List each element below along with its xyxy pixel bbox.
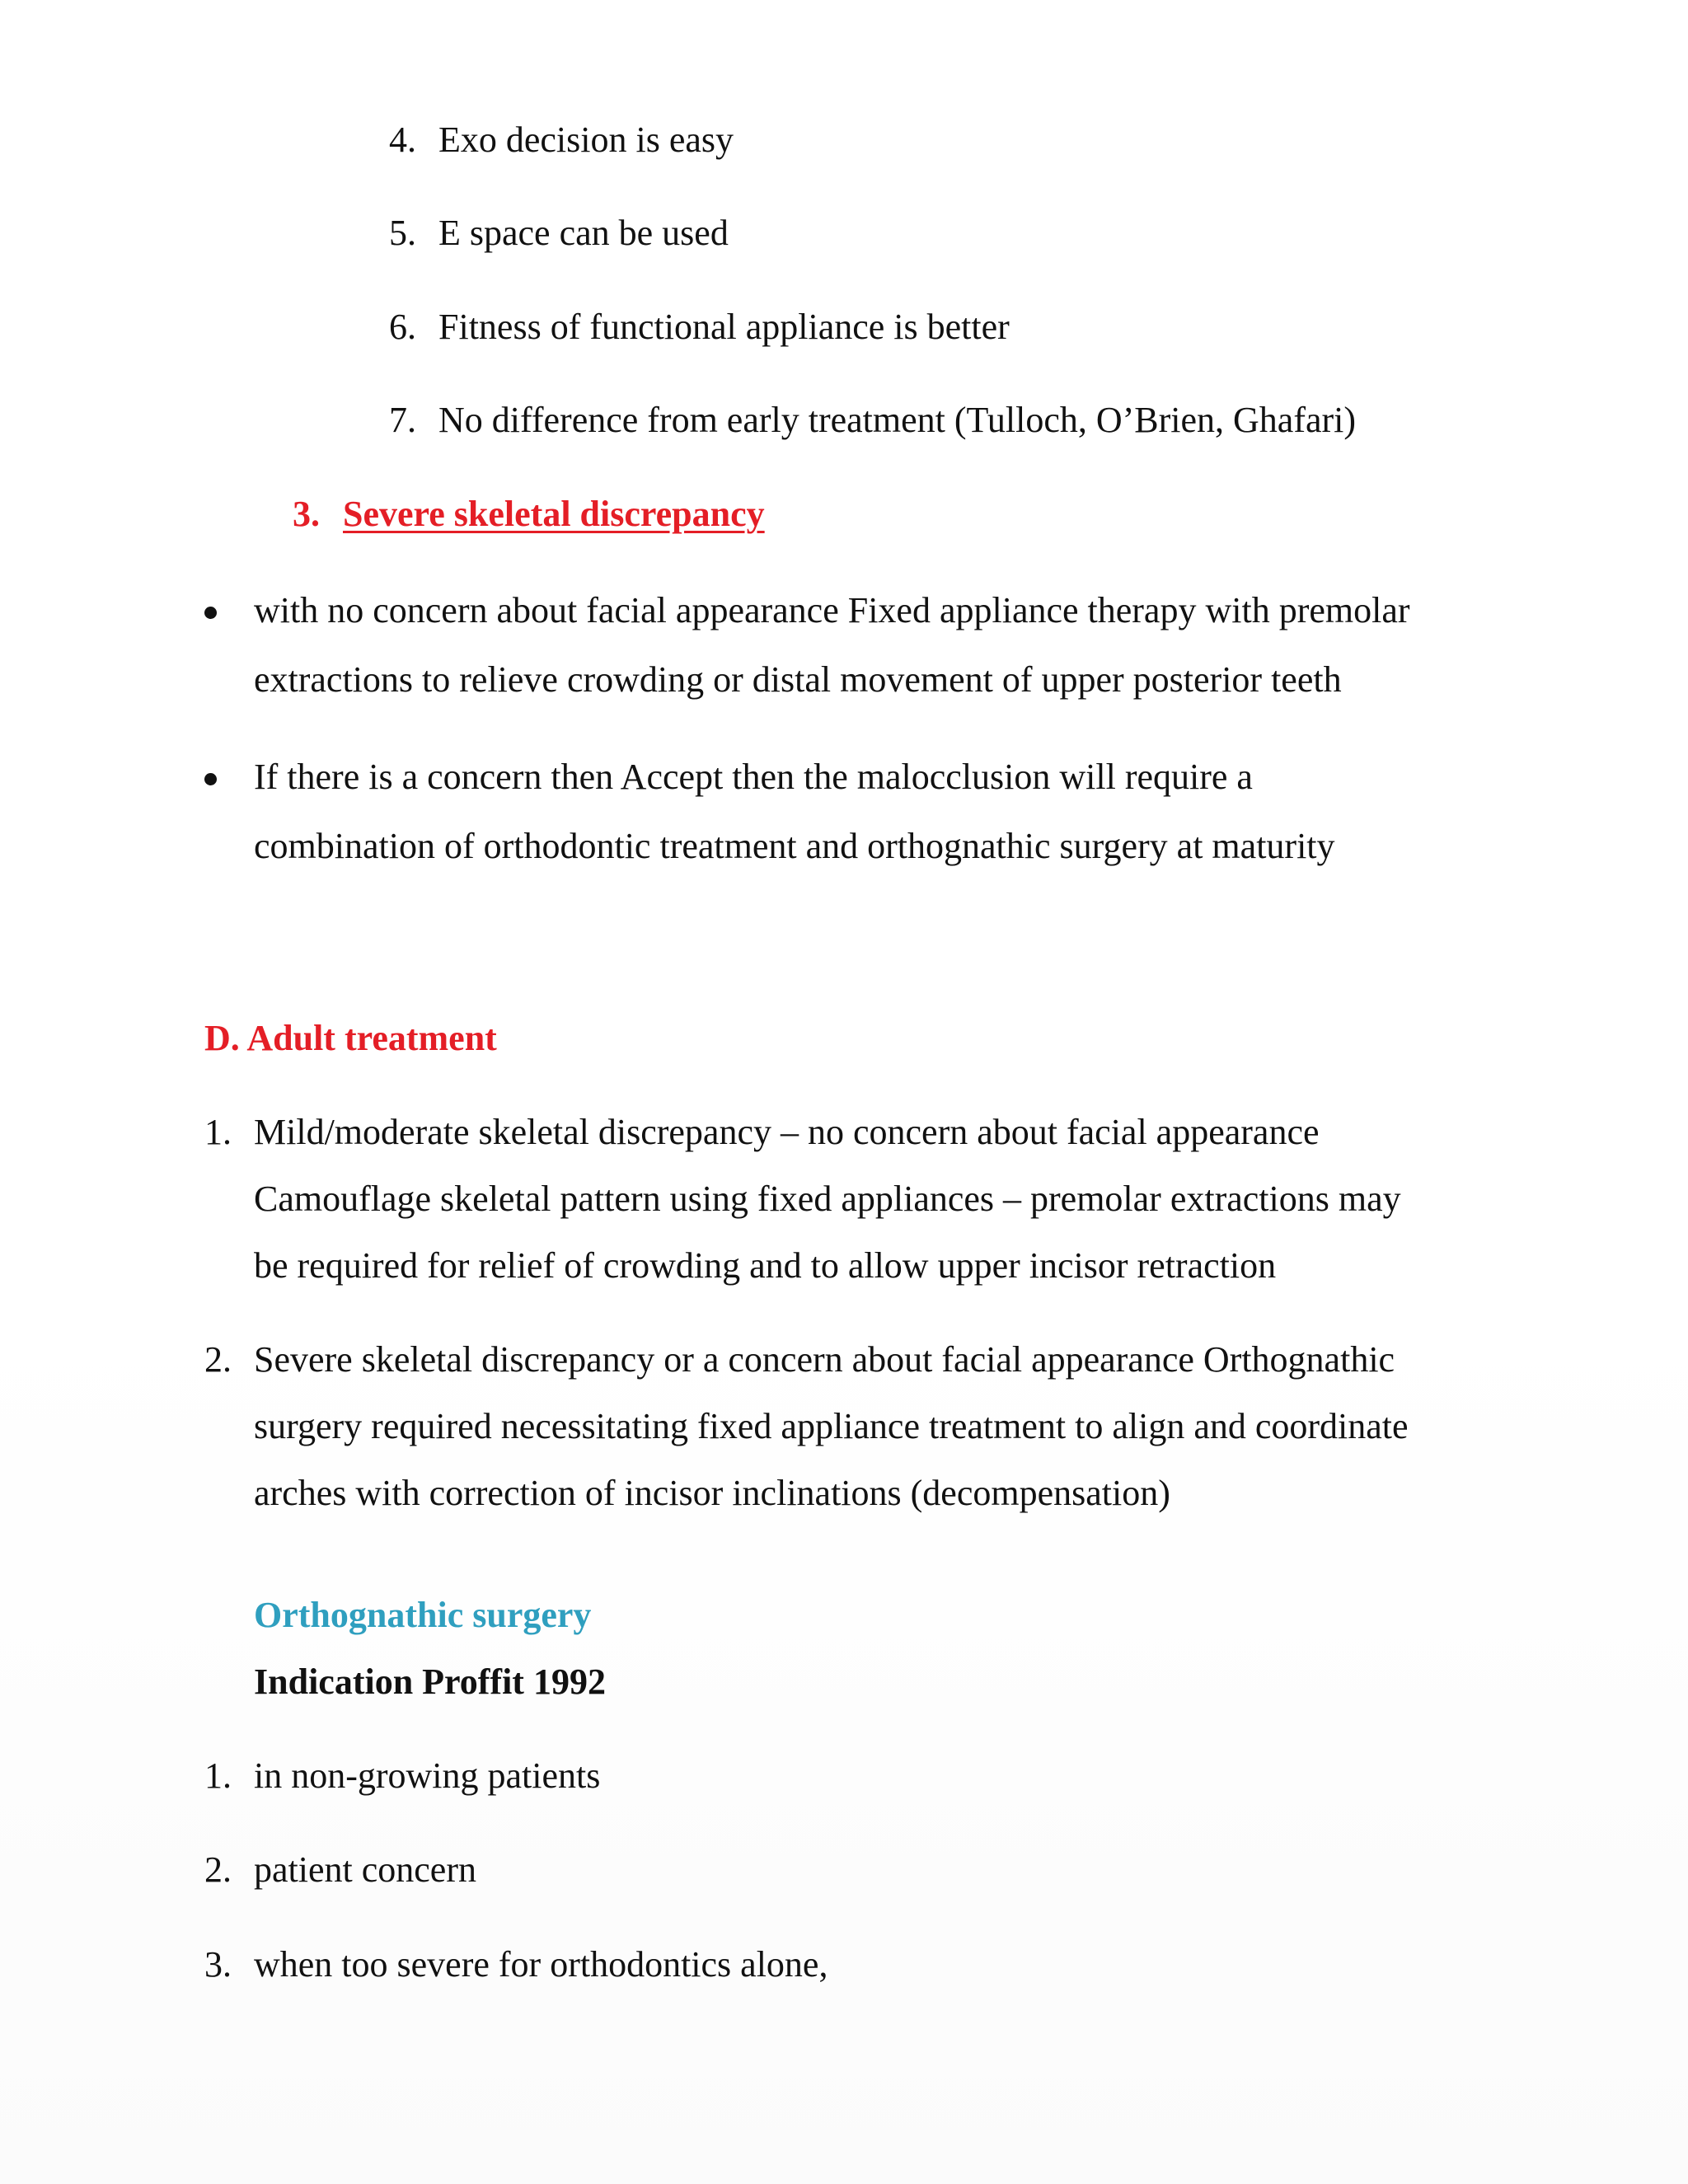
list-item: in non-growing patients [254, 1755, 601, 1796]
list-item: No difference from early treatment (Tulloch, O’Brien, Ghafari) [438, 400, 1357, 440]
bullet-item-line: extractions to relieve crowding or distal movement of upper posterior teeth [254, 659, 1342, 700]
list-item-line: arches with correction of incisor inclinations (decompensation) [254, 1473, 1170, 1513]
subsection-heading-orthognathic: Orthognathic surgery [254, 1595, 592, 1635]
list-number: 2. [204, 1849, 232, 1890]
list-number: 1. [204, 1755, 232, 1796]
list-number: 6. [389, 307, 416, 347]
list-item: patient concern [254, 1849, 476, 1890]
list-number: 5. [389, 213, 416, 253]
bullet-item-line: If there is a concern then Accept then the malocclusion will require a [254, 757, 1253, 797]
list-item: Fitness of functional appliance is better [438, 307, 1010, 347]
list-item-line: be required for relief of crowding and to allow upper incisor retraction [254, 1245, 1277, 1286]
bullet-item-line: with no concern about facial appearance Fixed appliance therapy with premolar [254, 590, 1410, 630]
section-number: 3. [293, 494, 320, 534]
list-number: 1. [204, 1112, 232, 1152]
bullet-item-line: combination of orthodontic treatment and orthognathic surgery at maturity [254, 826, 1335, 866]
list-item-line: surgery required necessitating fixed appliance treatment to align and coordinate [254, 1406, 1409, 1446]
list-number: 2. [204, 1339, 232, 1380]
list-item: Exo decision is easy [438, 120, 734, 160]
section-heading-adult: D. Adult treatment [204, 1018, 497, 1058]
list-item: E space can be used [438, 213, 729, 253]
list-item-line: Severe skeletal discrepancy or a concern about facial appearance Orthognathic [254, 1339, 1395, 1380]
list-item-line: Mild/moderate skeletal discrepancy – no concern about facial appearance [254, 1112, 1320, 1152]
list-number: 4. [389, 120, 416, 160]
bullet-icon [204, 607, 217, 619]
bullet-icon [204, 773, 217, 785]
list-item-line: Camouflage skeletal pattern using fixed appliances – premolar extractions may [254, 1179, 1401, 1219]
list-item: when too severe for orthodontics alone, [254, 1944, 828, 1985]
section-heading-severe: Severe skeletal discrepancy [343, 494, 765, 534]
list-number: 7. [389, 400, 416, 440]
list-number: 3. [204, 1944, 232, 1985]
subsection-heading-indication: Indication Proffit 1992 [254, 1661, 606, 1702]
